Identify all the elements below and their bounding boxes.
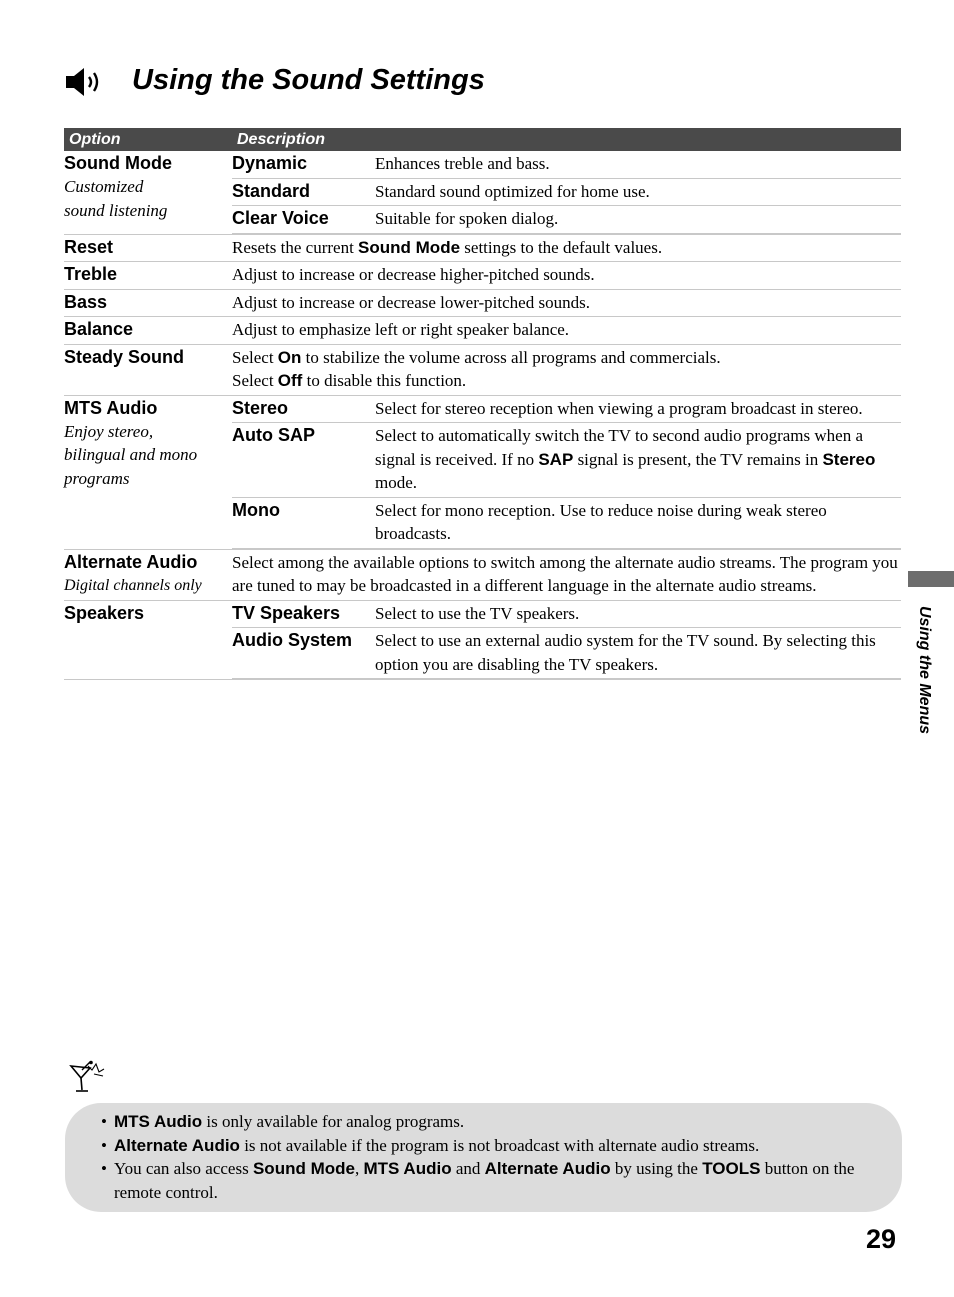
option-name-speakers: Speakers <box>64 602 145 623</box>
separator <box>64 679 901 680</box>
option-subtitle: Customized <box>64 177 144 196</box>
suboption-desc: Select to use an external audio system for the TV sound. By selecting this option you are disabling the TV speakers. <box>375 628 901 679</box>
table-row-reset <box>64 234 901 262</box>
header-description: Description <box>232 128 901 151</box>
hint-text: by using the <box>610 1159 703 1178</box>
option-subtitle: programs <box>64 468 130 488</box>
suboption-tv-speakers: TV Speakers <box>232 600 375 628</box>
suboption-mono: Mono <box>232 497 375 548</box>
hint-text: is only available for analog programs. <box>202 1112 465 1131</box>
hint-bold: TOOLS <box>702 1159 761 1178</box>
sound-settings-table <box>64 128 901 680</box>
suboption-desc: Suitable for spoken dialog. <box>375 206 901 234</box>
hint-item <box>101 1157 881 1204</box>
desc-bold: Sound Mode <box>358 237 461 257</box>
side-tab-marker <box>908 571 954 587</box>
hint-bold: MTS Audio <box>114 1112 203 1131</box>
option-name-mts-audio: MTS Audio <box>64 397 158 418</box>
suboption-desc: Standard sound optimized for home use. <box>375 178 901 206</box>
desc-bold: Stereo <box>822 449 876 469</box>
page-number: 29 <box>866 1224 897 1254</box>
desc-text: Select <box>232 347 278 367</box>
hint-box <box>65 1103 902 1212</box>
option-subtitle: sound listening <box>64 200 168 220</box>
hint-bold: Sound Mode <box>252 1159 355 1178</box>
suboption-desc <box>375 423 901 498</box>
table-row-alternate-audio <box>64 549 901 600</box>
table-row-steady-sound <box>64 344 901 395</box>
option-cell-mts-audio <box>64 395 232 548</box>
suboption-desc: Select to use the TV speakers. <box>375 600 901 628</box>
side-tab-text: Using the Menus <box>916 606 933 735</box>
option-name-balance: Balance <box>64 317 232 345</box>
table-row-speakers <box>64 600 901 628</box>
option-subtitle: Digital channels only <box>64 576 202 594</box>
suboption-audio-system: Audio System <box>232 628 375 679</box>
hint-text: is not available if the program is not broadcast with alternate audio streams. <box>239 1135 760 1155</box>
suboption-desc: Select for mono reception. Use to reduce noise during weak stereo broadcasts. <box>375 497 901 548</box>
hint-text: You can also access <box>114 1159 253 1178</box>
desc-text: settings to the default values. <box>460 237 663 257</box>
option-name-bass: Bass <box>64 289 232 317</box>
option-cell-alternate-audio <box>64 549 232 600</box>
table-row-balance <box>64 317 901 345</box>
suboption-clear-voice: Clear Voice <box>232 206 375 234</box>
desc-bold: SAP <box>538 449 574 469</box>
option-desc-reset <box>232 234 901 262</box>
table-row-mts-audio <box>64 395 901 423</box>
hint-text: button on the remote control. <box>114 1159 855 1202</box>
hint-item <box>101 1110 881 1134</box>
table-row-treble <box>64 262 901 290</box>
option-name-sound-mode: Sound Mode <box>64 153 172 173</box>
option-subtitle: bilingual and mono <box>64 445 198 464</box>
table-row-sound-mode <box>64 151 901 178</box>
option-desc-treble: Adjust to increase or decrease higher-pitched sounds. <box>232 262 901 290</box>
hint-list <box>101 1110 881 1204</box>
suboption-standard: Standard <box>232 178 375 206</box>
suboption-auto-sap: Auto SAP <box>232 423 375 498</box>
hint-text: and <box>451 1159 485 1178</box>
hint-bold: Alternate Audio <box>484 1159 611 1178</box>
suboption-stereo: Stereo <box>232 395 375 423</box>
suboption-desc: Select for stereo reception when viewing a program broadcast in stereo. <box>375 395 901 423</box>
option-desc-bass: Adjust to increase or decrease lower-pitched sounds. <box>232 289 901 317</box>
option-cell-sound-mode <box>64 151 232 233</box>
desc-line <box>232 346 901 370</box>
desc-bold: Off <box>277 371 303 390</box>
side-tab-label <box>911 606 935 766</box>
option-subtitle: Enjoy stereo, <box>64 421 154 441</box>
option-name-steady-sound: Steady Sound <box>64 344 232 395</box>
desc-text: signal is present, the TV remains in <box>573 449 823 469</box>
desc-text: to disable this function. <box>302 371 467 390</box>
page-header <box>64 62 764 106</box>
suboption-desc: Enhances treble and bass. <box>375 151 901 178</box>
table-row-bass <box>64 289 901 317</box>
desc-text: to stabilize the volume across all programs and commercials. <box>301 347 721 367</box>
hint-item <box>101 1134 881 1158</box>
option-cell-speakers <box>64 600 232 679</box>
table-header-row <box>64 128 901 151</box>
hint-icon <box>68 1060 108 1094</box>
desc-text: Select <box>232 371 278 390</box>
desc-text: Select to automatically switch the TV to second audio programs when a signal is received. If no <box>375 426 864 469</box>
desc-bold: On <box>277 347 302 367</box>
option-desc-alternate-audio: Select among the available options to switch among the alternate audio streams. The program you are tuned to may be broadcasted in a different language in the alternate audio streams. <box>232 549 901 600</box>
desc-line <box>232 369 901 393</box>
option-desc-steady-sound <box>232 344 901 395</box>
option-name-reset: Reset <box>64 234 232 262</box>
option-name-alternate-audio: Alternate Audio <box>64 551 198 572</box>
desc-text: Resets the current <box>232 237 359 257</box>
hint-bold: MTS Audio <box>363 1159 452 1178</box>
speaker-icon <box>64 66 104 98</box>
suboption-dynamic: Dynamic <box>232 151 375 178</box>
desc-text: mode. <box>375 473 418 492</box>
page-title: Using the Sound Settings <box>132 64 485 96</box>
option-name-treble: Treble <box>64 262 232 290</box>
header-option: Option <box>64 128 232 151</box>
hint-bold: Alternate Audio <box>114 1135 240 1155</box>
hint-text: , <box>354 1159 364 1178</box>
option-desc-balance: Adjust to emphasize left or right speaker balance. <box>232 317 901 345</box>
